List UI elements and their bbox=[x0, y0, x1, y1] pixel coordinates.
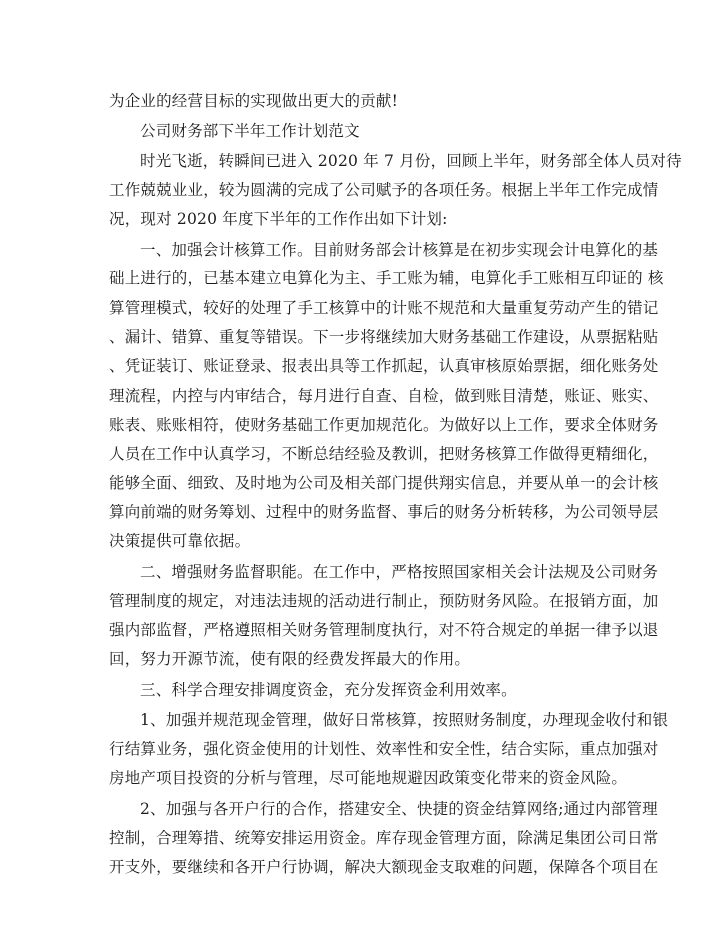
text-line: 房地产项目投资的分析与管理，尽可能地规避因政策变化带来的资金风险。 bbox=[109, 769, 628, 787]
text-line: 算向前端的财务筹划、过程中的财务监督、事后的财务分析转移，为公司领导层 bbox=[109, 503, 659, 521]
text-line-intro-start: 时光飞逝，转瞬间已进入 2020 年 7 月份，回顾上半年，财务部全体人员对待 bbox=[140, 152, 682, 170]
paragraph-heading-one: 一、加强会计核算工作。目前财务部会计核算是在初步实现会计电算化的基 bbox=[140, 241, 659, 259]
text-line: 、漏计、错算、重复等错误。下一步将继续加大财务基础工作建设，从票据粘贴 bbox=[109, 328, 659, 346]
paragraph-heading-three: 三、科学合理安排调度资金，充分发挥资金利用效率。 bbox=[140, 681, 517, 699]
list-item-one-start: 1、加强并规范现金管理，做好日常核算，按照财务制度，办理现金收付和银 bbox=[140, 711, 669, 729]
text-line: 工作兢兢业业，较为圆满的完成了公司赋予的各项任务。根据上半年工作完成情 bbox=[109, 181, 659, 199]
text-line: 行结算业务，强化资金使用的计划性、效率性和安全性，结合实际，重点加强对 bbox=[109, 740, 659, 758]
paragraph-heading-two: 二、增强财务监督职能。在工作中，严格按照国家相关会计法规及公司财务 bbox=[140, 563, 659, 581]
section-title: 公司财务部下半年工作计划范文 bbox=[140, 122, 360, 140]
text-line: 算管理模式，较好的处理了手工核算中的计账不规范和大量重复劳动产生的错记 bbox=[109, 299, 659, 317]
text-line: 础上进行的，已基本建立电算化为主、手工账为辅，电算化手工账相互印证的 核 bbox=[109, 269, 664, 287]
text-line-continuation: 为企业的经营目标的实现做出更大的贡献! bbox=[109, 92, 399, 110]
text-line: 能够全面、细致、及时地为公司及相关部门提供翔实信息，并要从单一的会计核 bbox=[109, 474, 659, 492]
text-line: 强内部监督，严格遵照相关财务管理制度执行，对不符合规定的单据一律予以退 bbox=[109, 621, 659, 639]
text-line: 控制，合理筹措、统筹安排运用资金。库存现金管理方面，除满足集团公司日常 bbox=[109, 829, 659, 847]
text-line: 决策提供可靠依据。 bbox=[109, 532, 251, 550]
text-line: 账表、账账相符，使财务基础工作更加规范化。为做好以上工作，要求全体财务 bbox=[109, 416, 659, 434]
text-line: 回，努力开源节流，使有限的经费发挥最大的作用。 bbox=[109, 650, 471, 668]
text-line: 况，现对 2020 年度下半年的工作作出如下计划: bbox=[109, 210, 448, 228]
text-line: 开支外，要继续和各开户行协调，解决大额现金支取难的问题，保障各个项目在 bbox=[109, 858, 659, 876]
text-line: 、凭证装订、账证登录、报表出具等工作抓起，认真审核原始票据，细化账务处 bbox=[109, 357, 659, 375]
list-item-two-start: 2、加强与各开户行的合作，搭建安全、快捷的资金结算网络;通过内部管理 bbox=[140, 800, 658, 818]
text-line: 理流程，内控与内审结合，每月进行自查、自检，做到账目清楚，账证、账实、 bbox=[109, 387, 659, 405]
text-line: 管理制度的规定，对违法违规的活动进行制止，预防财务风险。在报销方面，加 bbox=[109, 592, 659, 610]
text-line: 人员在工作中认真学习，不断总结经验及教训，把财务核算工作做得更精细化， bbox=[109, 445, 659, 463]
